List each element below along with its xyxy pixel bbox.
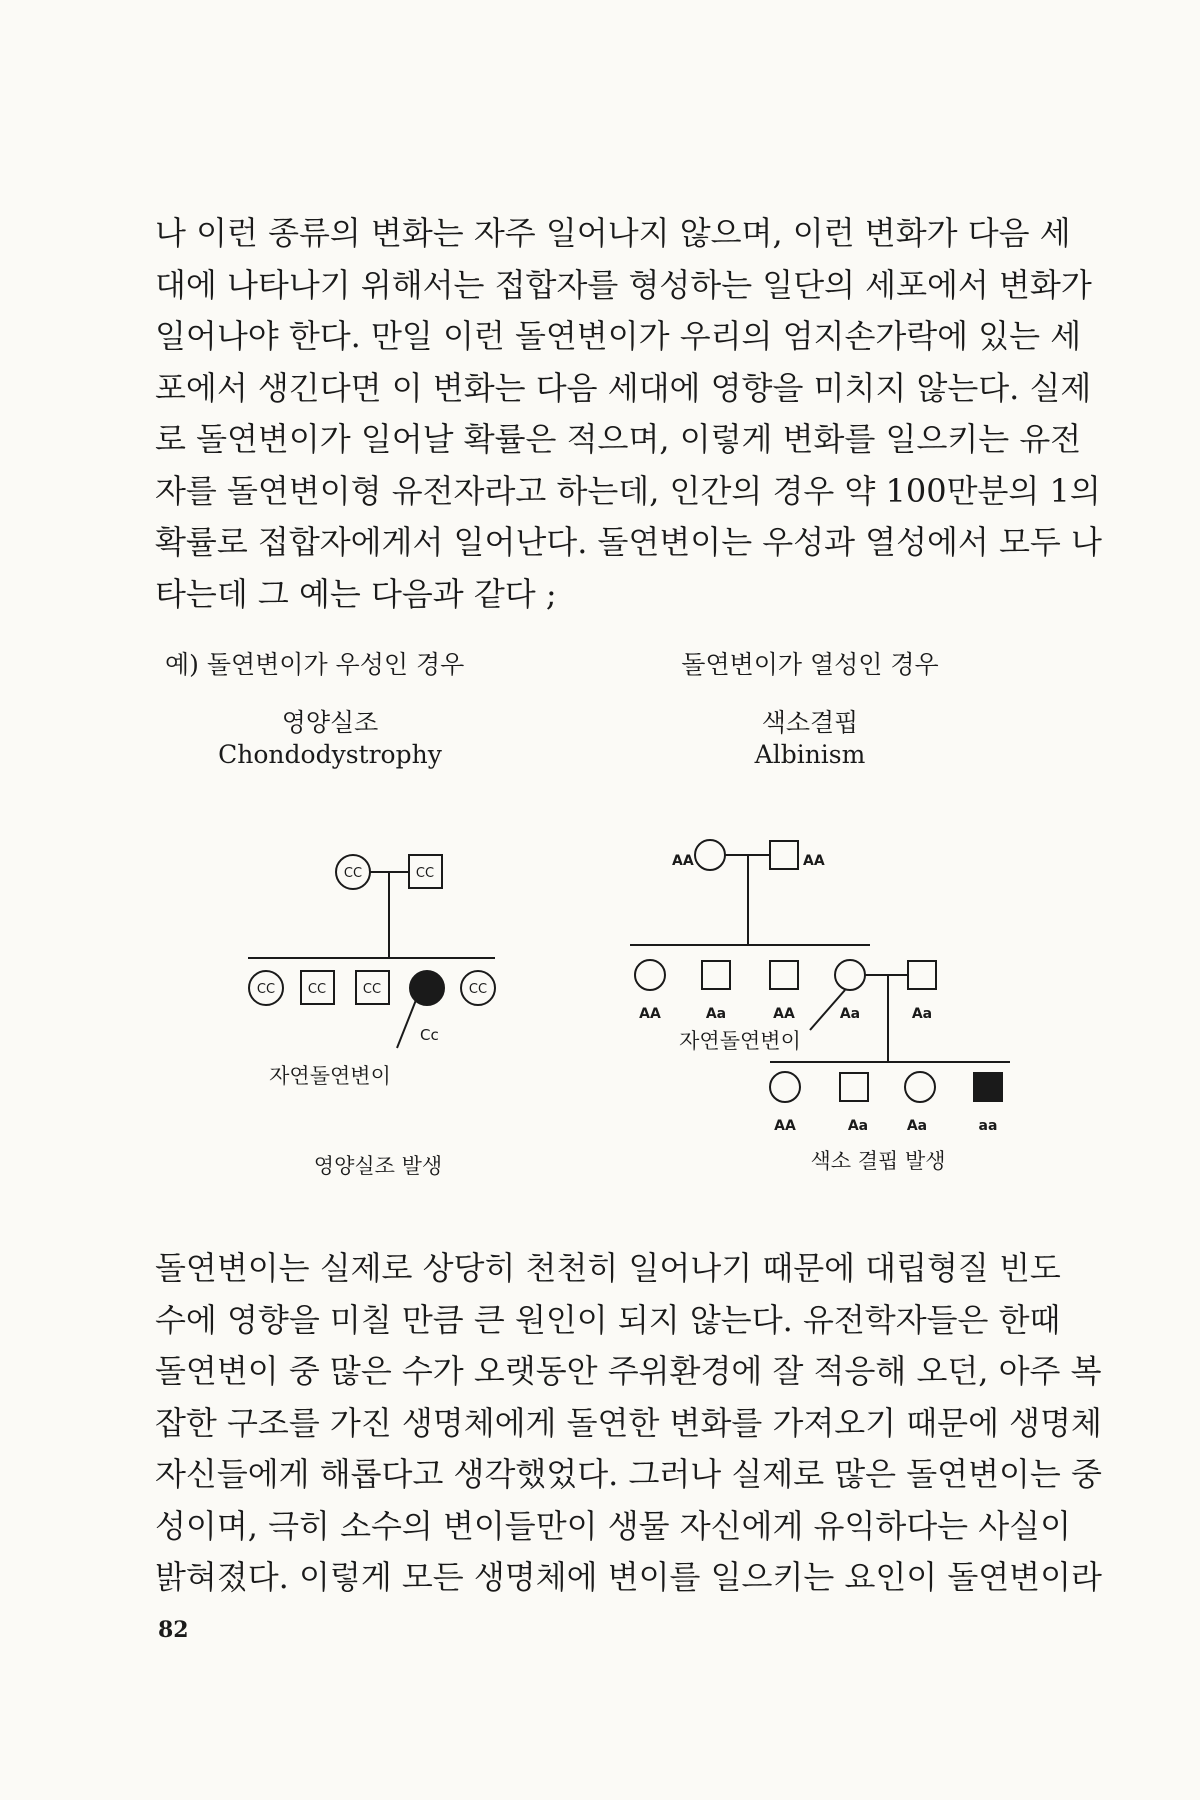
left-child-genotype: CC — [256, 982, 276, 997]
right-child-genotype: Aa — [839, 1006, 861, 1022]
text-line: 나 이런 종류의 변화는 자주 일어나지 않으며, 이런 변화가 다음 세 — [155, 214, 1071, 252]
right-child-male-symbol — [702, 961, 730, 989]
right-disorder-name-ko: 색소결핍 — [761, 708, 859, 737]
right-disorder-name-en: Albinism — [754, 740, 866, 769]
text-line: 돌연변이 중 많은 수가 오랫동안 주위환경에 잘 적응해 오던, 아주 복 — [155, 1352, 1102, 1390]
text-line: 타는데 그 예는 다음과 같다 ; — [155, 574, 557, 613]
left-parent-male-genotype: CC — [415, 866, 435, 881]
right-child-male-symbol — [770, 961, 798, 989]
left-pedigree — [248, 855, 495, 1048]
right-parent-female-symbol — [695, 840, 725, 870]
right-affected-grandchild-symbol — [974, 1073, 1002, 1101]
text-line: 자신들에게 해롭다고 생각했었다. 그러나 실제로 많은 돌연변이는 중 — [155, 1455, 1102, 1493]
left-result: 영양실조 발생 — [313, 1154, 443, 1178]
text-line: 포에서 생긴다면 이 변화는 다음 세대에 영향을 미치지 않는다. 실제 — [155, 368, 1092, 407]
right-grandchild-male-symbol — [840, 1073, 868, 1101]
right-parent-female-genotype: AA — [672, 853, 694, 869]
text-line: 성이며, 극히 소수의 변이들만이 생물 자신에게 유익하다는 사실이 — [155, 1506, 1072, 1545]
left-child-genotype: CC — [362, 982, 382, 997]
right-parent-male-genotype: AA — [803, 853, 825, 869]
right-example-heading: 돌연변이가 열성인 경우 — [681, 650, 939, 679]
page-number: 82 — [158, 1617, 189, 1643]
text-line: 자를 돌연변이형 유전자라고 하는데, 인간의 경우 약 100만분의 1의 — [155, 471, 1101, 510]
left-child-genotype: CC — [307, 982, 327, 997]
left-disorder-name-ko: 영양실조 — [281, 708, 379, 737]
right-grandchild-female-symbol — [770, 1072, 800, 1102]
left-mutant-genotype: Cc — [420, 1026, 439, 1044]
left-mutation-pointer — [397, 1000, 416, 1048]
left-parent-female-genotype: CC — [343, 866, 363, 881]
text-line: 대에 나타나기 위해서는 접합자를 형성하는 일단의 세포에서 변화가 — [155, 265, 1092, 304]
text-line: 돌연변이는 실제로 상당히 천천히 일어나기 때문에 대립형질 빈도 — [155, 1249, 1061, 1287]
right-spouse-male-symbol — [908, 961, 936, 989]
right-child-genotype: Aa — [911, 1006, 933, 1022]
right-grandchild-genotype: AA — [774, 1118, 796, 1134]
text-line: 일어나야 한다. 만일 이런 돌연변이가 우리의 엄지손가락에 있는 세 — [155, 317, 1082, 355]
right-child-female-symbol — [635, 960, 665, 990]
right-pedigree — [630, 840, 1010, 1102]
left-mutation-label: 자연돌연변이 — [269, 1064, 391, 1088]
left-child-genotype: CC — [468, 982, 488, 997]
right-mutation-label: 자연돌연변이 — [679, 1029, 801, 1053]
paragraph-2 — [155, 1243, 1102, 1604]
left-disorder-name-en: Chondodystrophy — [218, 740, 442, 769]
right-grandchild-genotype: Aa — [906, 1118, 928, 1134]
text-line: 확률로 접합자에게서 일어난다. 돌연변이는 우성과 열성에서 모두 나 — [155, 523, 1102, 561]
right-result: 색소 결핍 발생 — [810, 1149, 946, 1173]
text-line: 잡한 구조를 가진 생명체에게 돌연한 변화를 가져오기 때문에 생명체 — [155, 1403, 1102, 1442]
text-line: 밝혀졌다. 이렇게 모든 생명체에 변이를 일으키는 요인이 돌연변이라 — [155, 1558, 1102, 1596]
right-grandchild-genotype: aa — [978, 1118, 998, 1134]
right-child-genotype: AA — [639, 1006, 661, 1022]
right-grandchild-female-symbol — [905, 1072, 935, 1102]
left-example-heading: 예) 돌연변이가 우성인 경우 — [165, 650, 465, 679]
text-line: 수에 영향을 미칠 만큼 큰 원인이 되지 않는다. 유전학자들은 한때 — [155, 1300, 1061, 1339]
right-child-genotype: AA — [773, 1006, 795, 1022]
text-line: 로 돌연변이가 일어날 확률은 적으며, 이렇게 변화를 일으키는 유전 — [155, 420, 1082, 458]
right-child-genotype: Aa — [705, 1006, 727, 1022]
right-grandchild-genotype: Aa — [847, 1118, 869, 1134]
right-parent-male-symbol — [770, 841, 798, 869]
right-carrier-child-symbol — [835, 960, 865, 990]
